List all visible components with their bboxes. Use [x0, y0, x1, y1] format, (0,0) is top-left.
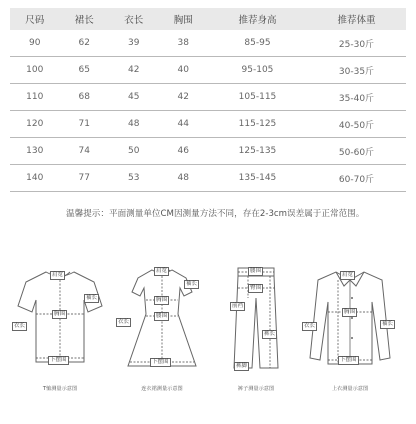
cell: 44 [177, 119, 189, 129]
cell: 135-145 [238, 173, 277, 183]
table-header-row [10, 8, 406, 30]
dim-label-sleeve: 袖长 [86, 295, 98, 301]
cell: 30-35斤 [338, 66, 375, 77]
dim-label-shoulder: 肩宽 [342, 272, 354, 278]
cell: 46 [177, 146, 189, 156]
cell: 77 [78, 173, 90, 183]
cell: 35-40斤 [338, 93, 375, 104]
dim-label-chest: 胸围 [156, 297, 168, 303]
header-top-length: 衣长 [124, 15, 144, 26]
header-size: 尺码 [25, 15, 45, 26]
table-row [10, 57, 406, 84]
dim-label-length: 衣长 [304, 323, 316, 329]
tshirt-diagram [12, 258, 108, 404]
dim-label-shoulder: 肩宽 [52, 272, 64, 278]
pants-caption: 裤子测量示意图 [237, 386, 275, 392]
cell: 62 [78, 38, 90, 48]
table-row [10, 111, 406, 138]
dim-label-length: 裤长 [264, 331, 276, 337]
dim-label-length: 衣长 [14, 323, 26, 329]
pants-outline-icon [208, 258, 304, 384]
cell: 125-135 [238, 146, 277, 156]
cell: 45 [128, 92, 140, 102]
dim-label-hip: 臀围 [250, 285, 262, 291]
cell: 53 [128, 173, 140, 183]
cell: 40 [177, 65, 189, 75]
cell: 130 [26, 146, 44, 156]
dim-label-hem: 裤脚 [236, 363, 248, 369]
cell: 105-115 [238, 92, 277, 102]
cell: 50 [128, 146, 140, 156]
cell: 74 [78, 146, 90, 156]
dim-label-sleeve: 袖长 [186, 281, 198, 287]
size-chart-table [10, 8, 406, 192]
cell: 100 [26, 65, 44, 75]
table-row [10, 165, 406, 192]
table-row [10, 84, 406, 111]
dress-caption: 连衣裙测量示意图 [141, 386, 183, 392]
cell: 60-70斤 [338, 174, 375, 185]
cell: 140 [26, 173, 44, 183]
cell: 90 [29, 38, 41, 48]
shirt-diagram [302, 258, 398, 404]
cell: 48 [177, 173, 189, 183]
cell: 95-105 [241, 65, 274, 75]
cell: 42 [177, 92, 189, 102]
dim-label-length: 衣长 [118, 319, 130, 325]
dim-label-waist: 腰围 [250, 268, 262, 274]
cell: 115-125 [238, 119, 277, 129]
dim-label-waist: 腰围 [156, 313, 168, 319]
dim-label-hem: 下摆围 [340, 357, 357, 363]
table-row [10, 138, 406, 165]
cell: 38 [177, 38, 189, 48]
cell: 48 [128, 119, 140, 129]
dim-label-hem: 下摆围 [50, 357, 67, 363]
dim-label-hem: 下摆围 [152, 359, 169, 365]
dress-diagram [114, 258, 210, 404]
dim-label-shoulder: 肩宽 [156, 268, 168, 274]
dim-label-sleeve: 袖长 [382, 321, 394, 327]
dim-label-chest: 胸围 [344, 309, 356, 315]
cell: 25-30斤 [338, 39, 375, 50]
cell: 50-60斤 [338, 147, 375, 158]
tshirt-caption: T恤测量示意图 [42, 386, 78, 392]
cell: 42 [128, 65, 140, 75]
header-chest: 胸围 [173, 15, 193, 26]
pants-diagram [208, 258, 304, 404]
cell: 68 [78, 92, 90, 102]
dim-label-chest: 胸围 [54, 311, 66, 317]
dim-label-rise: 前裆 [232, 303, 244, 309]
header-weight: 推荐体重 [337, 15, 376, 26]
shirt-caption: 上衣测量示意图 [331, 386, 369, 392]
cell: 65 [78, 65, 90, 75]
cell: 85-95 [244, 38, 271, 48]
header-skirt-length: 裙长 [74, 15, 94, 26]
table-row [10, 30, 406, 57]
cell: 40-50斤 [338, 120, 375, 131]
cell: 120 [26, 119, 44, 129]
header-height: 推荐身高 [238, 15, 277, 26]
cell: 110 [26, 92, 44, 102]
cell: 71 [78, 119, 90, 129]
measurement-note: 温馨提示：平面测量单位CM因测量方法不同，存在2-3cm误差属于正常范围。 [66, 209, 365, 219]
cell: 39 [128, 38, 140, 48]
